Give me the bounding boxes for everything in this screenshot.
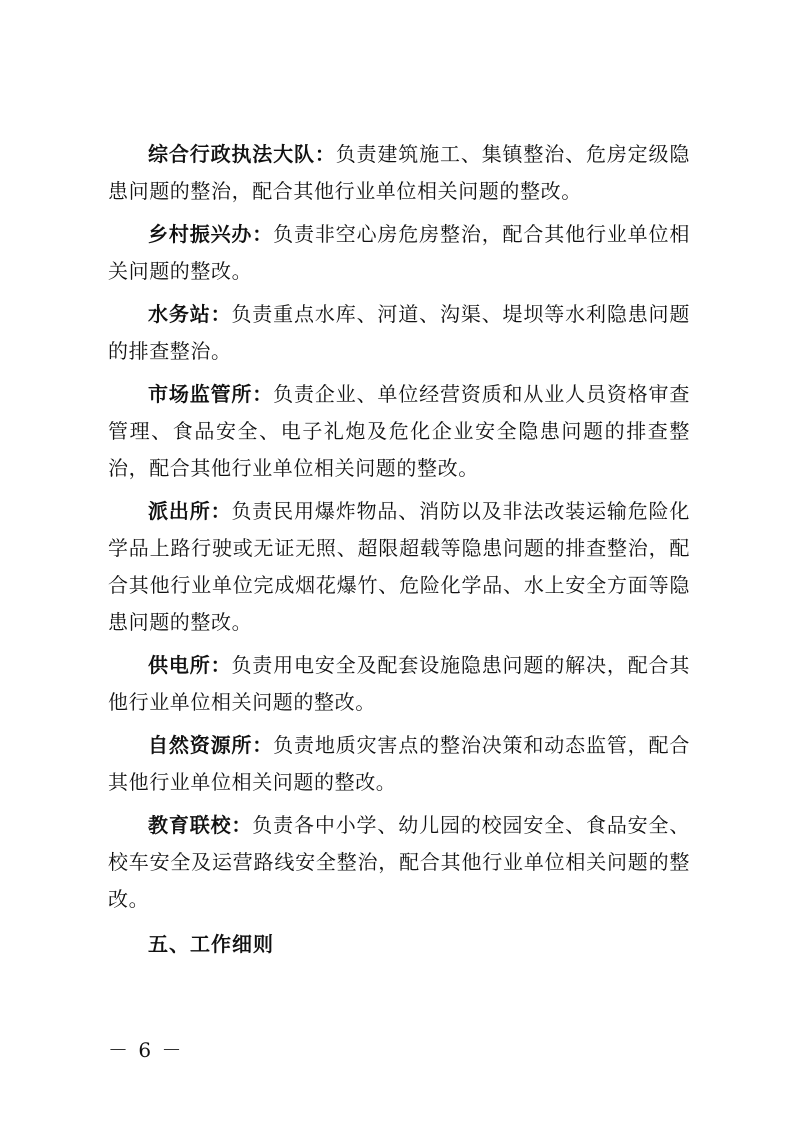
paragraph-text: 负责企业、单位经营资质和从业人员资格审查管理、食品安全、电子礼炮及危化企业安全隐患问题的排查整治，配合其他行业单位相关问题的整改。: [108, 382, 690, 480]
paragraph-police-station: [108, 493, 690, 641]
paragraph-label: 水务站：: [148, 302, 232, 326]
page-number: － 6 －: [108, 1038, 184, 1062]
paragraph-text: 负责地质灾害点的整治决策和动态监管，配合其他行业单位相关问题的整改。: [108, 733, 690, 794]
paragraph-water-station: [108, 296, 690, 370]
paragraph-label: 市场监管所：: [148, 382, 274, 406]
paragraph-label: 自然资源所：: [148, 733, 274, 757]
paragraph-text: 负责民用爆炸物品、消防以及非法改装运输危险化学品上路行驶或无证无照、超限超载等隐患问题的排查整治，配合其他行业单位完成烟花爆竹、危险化学品、水上安全方面等隐患问题的整改。: [108, 499, 691, 634]
page-body: [108, 136, 690, 963]
paragraph-text: 负责各中小学、幼儿园的校园安全、食品安全、校车安全及运营路线安全整治，配合其他行业单位相关问题的整改。: [108, 813, 690, 911]
paragraph-label: 教育联校：: [148, 813, 253, 837]
paragraph-power-supply: [108, 647, 690, 721]
paragraph-rural-revitalization: [108, 216, 690, 290]
paragraph-market-supervision: [108, 376, 690, 487]
paragraph-label: 派出所：: [148, 499, 232, 523]
paragraph-label: 乡村振兴办：: [148, 222, 274, 246]
paragraph-label: 供电所：: [148, 653, 232, 677]
paragraph-text: 负责重点水库、河道、沟渠、堤坝等水利隐患问题的排查整治。: [108, 302, 691, 363]
paragraph-law-enforcement: [108, 136, 690, 210]
section-heading: 五、工作细则: [148, 932, 274, 956]
paragraph-text: 负责建筑施工、集镇整治、危房定级隐患问题的整治，配合其他行业单位相关问题的整改。: [108, 142, 690, 203]
paragraph-natural-resources: [108, 727, 690, 801]
paragraph-text: 负责用电安全及配套设施隐患问题的解决，配合其他行业单位相关问题的整改。: [108, 653, 691, 714]
paragraph-label: 综合行政执法大队：: [148, 142, 336, 166]
paragraph-text: 负责非空心房危房整治，配合其他行业单位相关问题的整改。: [108, 222, 690, 283]
paragraph-education: [108, 807, 690, 918]
